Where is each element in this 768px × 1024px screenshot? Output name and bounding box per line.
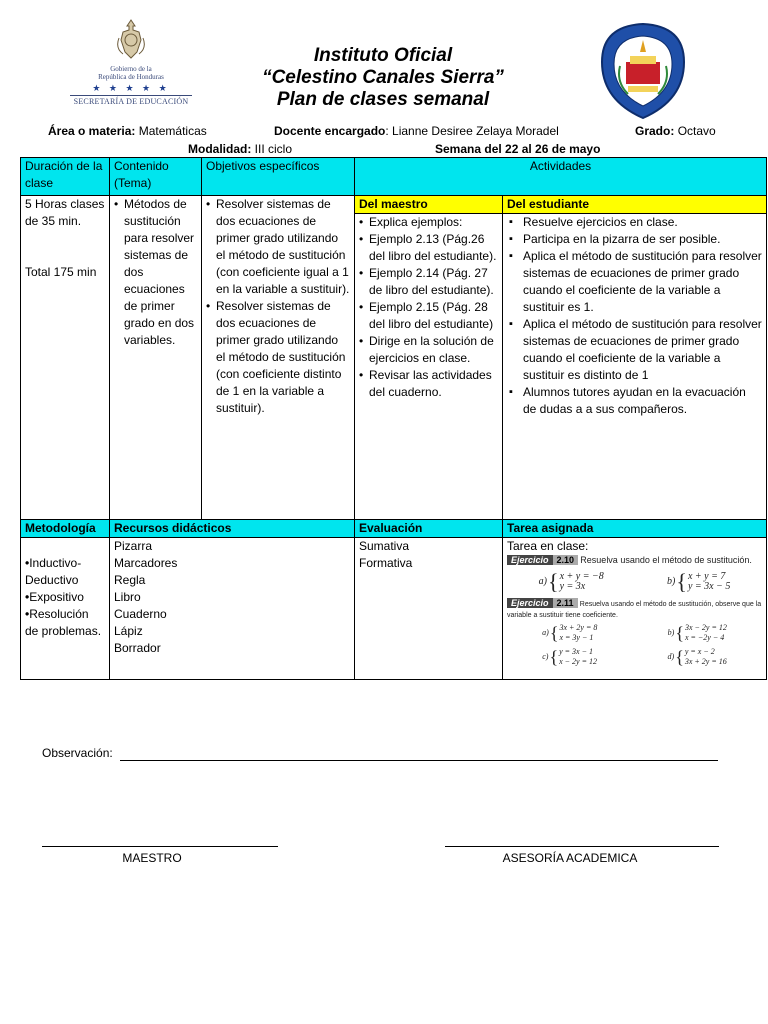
system-a: a) { x + y = −8 y = 3x	[538, 569, 604, 594]
grade	[635, 124, 716, 138]
teacher-activity: • Ejemplo 2.13 (Pág.26 del libro del estudiante).	[359, 231, 498, 265]
week-text: Semana del 22 al 26 de mayo	[435, 142, 601, 156]
government-logo	[70, 18, 192, 106]
resources-cell	[110, 538, 355, 680]
teacher-signature-label: MAESTRO	[122, 851, 182, 865]
teacher-activities	[355, 214, 503, 520]
system-c: c) { y = 3x − 1 x − 2y = 12	[542, 647, 598, 667]
methodology-cell	[21, 538, 110, 680]
student-activity: ▪ Participa en la pizarra de ser posible.	[507, 231, 762, 248]
area-value: Matemáticas	[138, 124, 207, 138]
student-activity: ▪ Alumnos tutores ayudan en la evacuación de dudas a a sus compañeros.	[507, 384, 762, 418]
area-label: Área o materia:	[48, 124, 136, 138]
exercise-label: Ejercicio	[507, 598, 553, 608]
institute-title: Instituto Oficial	[313, 45, 453, 66]
evaluation-cell	[355, 538, 503, 680]
content-cell	[110, 196, 202, 520]
modality	[188, 142, 292, 156]
teacher-signature-line	[42, 846, 278, 847]
subject-area	[48, 124, 207, 138]
coat-of-arms-icon	[111, 18, 151, 60]
resource-item: Lápiz	[114, 624, 143, 638]
objective-item: • Resolver sistemas de dos ecuaciones de primer grado utilizando el método de sustitución (con coeficiente igual a 1 en la variable a sustituir).	[206, 196, 350, 298]
homework-cell	[503, 538, 767, 680]
header-recursos: Recursos didácticos	[110, 520, 355, 538]
duration-total: Total 175 min	[25, 265, 97, 279]
modality-value: III ciclo	[254, 142, 293, 156]
system-b: b) { x + y = 7 y = 3x − 5	[667, 569, 731, 594]
teacher-value: : Lianne Desiree Zelaya Moradel	[385, 124, 559, 138]
resource-item: Borrador	[114, 641, 161, 655]
week	[435, 142, 600, 156]
teacher-label: Docente encargado	[274, 124, 386, 138]
objective-item: • Resolver sistemas de dos ecuaciones de primer grado utilizando el método de sustitución (con coeficiente distinto de 1 en la variable a sustituir).	[206, 298, 350, 417]
grade-value: Octavo	[677, 124, 716, 138]
content-item: • Métodos de sustitución para resolver sistemas de dos ecuaciones de primer grado en dos variables.	[114, 196, 197, 349]
system-d: d) { y = x − 2 3x + 2y = 16	[667, 647, 727, 667]
student-activity: ▪ Aplica el método de sustitución para resolver sistemas de ecuaciones de primer grado cuando el coeficiente de la variable a sustituir es 1.	[507, 248, 762, 316]
resource-item: Pizarra	[114, 539, 153, 553]
institute-name: “Celestino Canales Sierra”	[262, 67, 504, 88]
methodology-item: • •Resolución de problemas.	[25, 606, 105, 640]
resource-item: Libro	[114, 590, 141, 604]
modality-label: Modalidad:	[188, 142, 252, 156]
student-activity: ▪ Aplica el método de sustitución para resolver sistemas de ecuaciones de primer grado cuando el coeficiente de la variable a sustituir es distinto de 1	[507, 316, 762, 384]
advisor-signature-line	[445, 846, 719, 847]
observation-line	[120, 760, 718, 761]
grade-label: Grado:	[635, 124, 675, 138]
gov-stars: ★ ★ ★ ★ ★	[92, 83, 170, 93]
teacher-activity: • Ejemplo 2.15 (Pág. 28 del libro del estudiante)	[359, 299, 498, 333]
evaluation-item: Formativa	[359, 556, 413, 570]
exercise-number: 2.11	[553, 598, 578, 608]
header-tarea: Tarea asignada	[503, 520, 767, 538]
duration-hours: 5 Horas clases de 35 min.	[25, 197, 105, 228]
student-activities	[503, 214, 767, 520]
header-maestro: Del maestro	[355, 196, 503, 214]
header-estudiante: Del estudiante	[503, 196, 767, 214]
exercise-2-10	[507, 555, 762, 592]
system-b: b) { 3x − 2y = 12 x = −2y − 4	[667, 623, 727, 643]
resource-item: Cuaderno	[114, 607, 167, 621]
resource-item: Regla	[114, 573, 146, 587]
header-metodologia: Metodología	[21, 520, 110, 538]
teacher-activity: • Explica ejemplos:	[359, 214, 498, 231]
evaluation-item: Sumativa	[359, 539, 410, 553]
teacher	[274, 124, 559, 138]
system-a: a) { 3x + 2y = 8 x = 3y − 1	[542, 623, 598, 643]
exercise-label: Ejercicio	[507, 555, 553, 565]
teacher-activity: • Revisar las actividades del cuaderno.	[359, 367, 498, 401]
homework-intro: Tarea en clase:	[507, 539, 589, 553]
methodology-item: • •Expositivo	[25, 589, 105, 606]
duration-cell	[21, 196, 110, 520]
teacher-activity: • Dirige en la solución de ejercicios en clase.	[359, 333, 498, 367]
exercise-number: 2.10	[553, 555, 579, 565]
header-evaluacion: Evaluación	[355, 520, 503, 538]
school-crest-icon	[598, 22, 688, 120]
gov-department: SECRETARÍA DE EDUCACIÓN	[70, 95, 192, 106]
student-activity: ▪ Resuelve ejercicios en clase.	[507, 214, 762, 231]
gov-line-2: República de Honduras	[98, 73, 164, 81]
observation-label: Observación:	[42, 746, 113, 760]
exercise-instruction: Resuelva usando el método de sustitución.	[580, 555, 752, 565]
plan-title: Plan de clases semanal	[276, 89, 490, 110]
advisor-signature-label: ASESORÍA ACADEMICA	[502, 851, 638, 865]
gov-line-1: Gobierno de la	[110, 65, 152, 73]
header-contenido: Contenido (Tema)	[110, 158, 202, 196]
exercise-2-11	[507, 598, 762, 667]
header-objetivos: Objetivos específicos	[202, 158, 355, 196]
header-actividades: Actividades	[355, 158, 767, 196]
exercise-instruction: Resuelva usando el método de sustitución, observe que la variable a sustituir tiene coeficiente.	[507, 601, 762, 619]
resource-item: Marcadores	[114, 556, 178, 570]
methodology-item: • •Inductivo-Deductivo	[25, 555, 105, 589]
objectives-cell	[202, 196, 355, 520]
lesson-plan-table	[20, 157, 767, 680]
header-duracion: Duración de la clase	[21, 158, 110, 196]
teacher-activity: • Ejemplo 2.14 (Pág. 27 de libro del estudiante).	[359, 265, 498, 299]
